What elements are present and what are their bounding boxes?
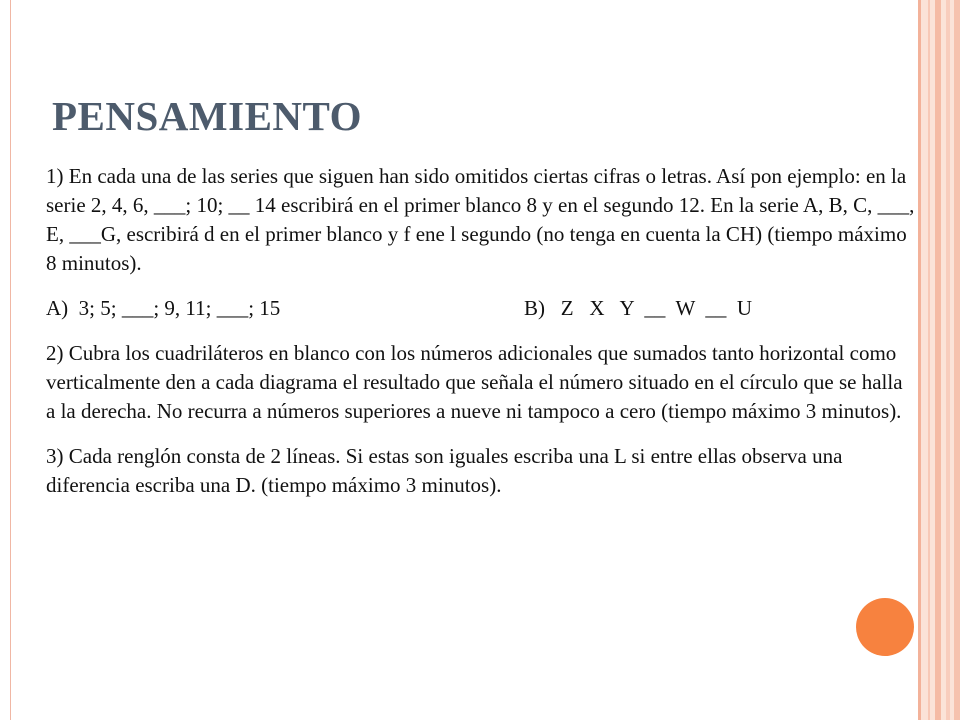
series-row [46, 294, 916, 323]
instruction-item-2: 2) Cubra los cuadriláteros en blanco con los números adicionales que sumados tanto horizontal como verticalmente den a cada diagrama el resultado que señala el número situado en el círculo que se halla a la derecha. No recurra a números superiores a nueve ni tampoco a cero (tiempo máximo 3 minutos). [46, 341, 903, 423]
slide-title: PENSAMIENTO [52, 93, 363, 139]
slide-body [46, 162, 916, 500]
frame-stripe [935, 0, 941, 720]
frame-stripe [946, 0, 950, 720]
instruction-item-1: 1) En cada una de las series que siguen han sido omitidos ciertas cifras o letras. Así pon ejemplo: en la serie 2, 4, 6, ___; 10; __ 14 escribirá en el primer blanco 8 y en el segundo 12. En la serie A, B, C, ___, E, ___G, escribirá d en el primer blanco y f ene l segundo (no tenga en cuenta la CH) (tiempo máximo 8 minutos). [46, 164, 915, 275]
frame-stripe [918, 0, 921, 720]
series-b: B) Z X Y __ W __ U [524, 296, 753, 320]
spacer [46, 323, 916, 339]
frame-stripe [954, 0, 960, 720]
orange-circle-decoration [856, 598, 914, 656]
frame-stripe [928, 0, 930, 720]
spacer [46, 278, 916, 294]
slide-frame-left-line [10, 0, 11, 720]
series-a: A) 3; 5; ___; 9, 11; ___; 15 [46, 296, 281, 320]
spacer [46, 426, 916, 442]
instruction-item-3: 3) Cada renglón consta de 2 líneas. Si estas son iguales escriba una L si entre ellas observa una diferencia escriba una D. (tiempo máximo 3 minutos). [46, 444, 843, 497]
